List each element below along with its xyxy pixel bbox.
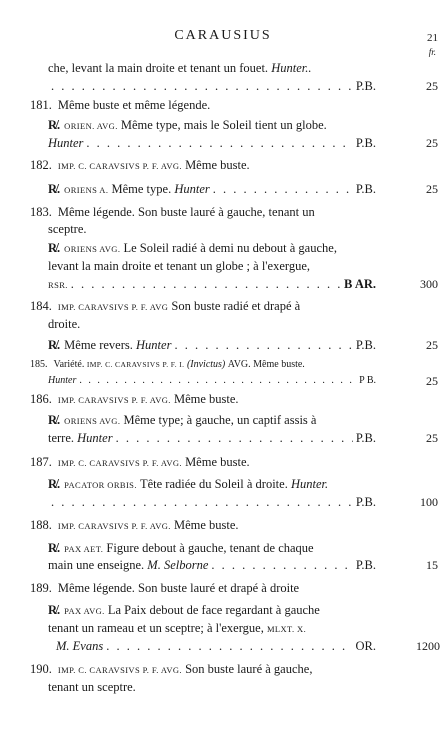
line-text: Tête radiée du Soleil à droite. <box>139 477 288 491</box>
reverse-line <box>48 540 314 557</box>
legend-text: PAX AVG. <box>64 606 105 616</box>
legend-text: ORIENS AVG. <box>64 244 121 254</box>
reverse-symbol: R̸. <box>48 541 61 555</box>
rarity-value: 25 <box>426 374 438 388</box>
metal-size: B AR. <box>344 277 376 291</box>
legend-text: IMP. C. CARAVSIVS P. F. AVG. <box>57 458 182 468</box>
leader-dots <box>71 276 341 292</box>
collection-name: Hunter.. <box>271 61 312 75</box>
text-line <box>48 276 376 293</box>
leader-dots <box>116 430 353 446</box>
legend-expansion: (Invictus) <box>186 359 226 370</box>
reverse-line <box>48 337 376 353</box>
line-text: Figure debout à gauche, tenant de chaque <box>106 541 314 555</box>
metal-size: P.B. <box>355 495 376 509</box>
entry-number: 184. <box>30 299 52 313</box>
legend-text: ORIENS A. <box>64 185 109 195</box>
line-text: Même buste. <box>173 392 239 406</box>
line-text: Même type; à gauche, un captif assis à <box>123 413 317 427</box>
page-number: 21 <box>427 32 438 44</box>
line-text: Même légende. Son buste lauré et drapé à droite <box>57 581 300 595</box>
text-line <box>48 430 376 446</box>
rarity-value: 15 <box>426 558 438 572</box>
leader-dots <box>79 373 356 389</box>
line-text: Même revers. <box>64 338 133 352</box>
line-text: Son buste radié et drapé à <box>171 299 301 313</box>
reverse-line <box>48 412 316 429</box>
page-title: CARAUSIUS <box>174 28 272 43</box>
metal-size: P.B. <box>355 431 376 445</box>
entry-heading <box>30 298 300 315</box>
line-text: terre. <box>48 431 75 445</box>
line-text: Même buste. <box>173 518 239 532</box>
entry-number: 186. <box>30 392 52 406</box>
entry-heading <box>30 517 239 534</box>
line-text: Le Soleil radié à demi nu debout à gauche, <box>123 241 337 255</box>
rarity-value: 25 <box>426 79 438 93</box>
leader-dots <box>213 181 353 197</box>
entry-number: 183. <box>30 205 52 219</box>
entry-heading <box>30 204 315 220</box>
legend-text: RSR. <box>48 280 68 290</box>
line-text: tenant un sceptre. <box>48 680 136 694</box>
metal-size: P B. <box>359 375 376 386</box>
reverse-line <box>48 181 376 198</box>
line-text: main une enseigne. <box>48 558 145 572</box>
text-line <box>48 494 376 510</box>
text-line <box>48 620 306 637</box>
line-text: Même type, mais le Soleil tient un globe. <box>120 118 327 132</box>
entry-heading <box>30 454 250 471</box>
reverse-symbol: R̸. <box>48 241 61 255</box>
entry-number: 185. <box>30 359 48 370</box>
entry-heading <box>30 580 299 596</box>
rarity-value: 300 <box>420 277 438 291</box>
entry-heading <box>30 661 312 678</box>
page-currency-note: fr. <box>428 47 436 57</box>
entry-number: 189. <box>30 581 52 595</box>
line-text: levant la main droite et tenant un globe ; à l'exergue, <box>48 259 310 273</box>
metal-size: P.B. <box>355 558 376 572</box>
line-text: che, levant la main droite et tenant un fouet. <box>48 61 269 75</box>
legend-text: PAX AET. <box>64 544 104 554</box>
entry-heading <box>30 97 210 113</box>
reverse-line <box>48 240 337 257</box>
metal-size: OR. <box>355 639 376 653</box>
legend-text: IMP. CARAVSIVS P. F. AVG <box>57 302 169 312</box>
entry-heading <box>30 357 305 373</box>
line-text: Même buste. <box>185 455 250 469</box>
entry-heading <box>30 391 239 408</box>
reverse-symbol: R̸. <box>48 338 61 352</box>
line-text: La Paix debout de face regardant à gauche <box>107 603 320 617</box>
line-text: AVG. Même buste. <box>227 359 305 370</box>
line-text: Même buste. <box>185 158 250 172</box>
leader-dots <box>174 337 352 353</box>
rarity-value: 25 <box>426 182 438 196</box>
reverse-symbol: R̸. <box>48 413 61 427</box>
collection-name: Hunter <box>48 136 84 150</box>
leader-dots <box>51 78 353 94</box>
entry-number: 190. <box>30 662 52 676</box>
line-text: sceptre. <box>48 222 87 236</box>
collection-name: Hunter <box>48 375 77 386</box>
metal-size: P.B. <box>355 136 376 150</box>
legend-text: IMP. C. CARAVSIVS P. F. AVG. <box>57 665 182 675</box>
leader-dots <box>211 557 352 573</box>
leader-dots <box>86 135 352 151</box>
rarity-value: 25 <box>426 431 438 445</box>
collection-name: Hunter <box>174 182 210 196</box>
entry-number: 182. <box>30 158 52 172</box>
rarity-value: 100 <box>420 495 438 509</box>
text-line <box>48 60 418 76</box>
collection-name: M. Evans <box>56 639 104 653</box>
line-text: Son buste lauré à gauche, <box>185 662 313 676</box>
legend-text: ORIENS AVG. <box>64 416 121 426</box>
entry-number: 187. <box>30 455 52 469</box>
legend-text: ORIEN. AVG. <box>64 121 118 131</box>
text-line <box>48 135 376 151</box>
text-line <box>48 557 376 573</box>
entry-number: 188. <box>30 518 52 532</box>
reverse-symbol: R̸. <box>48 477 61 491</box>
metal-size: P.B. <box>355 182 376 196</box>
rarity-value: 1200 <box>416 639 440 653</box>
leader-dots <box>51 494 353 510</box>
reverse-symbol: R̸. <box>48 603 61 617</box>
legend-text: IMP. C. CARAVSIVS P. F. I. <box>86 360 185 369</box>
text-line <box>48 221 87 237</box>
line-text: Même buste et même légende. <box>57 98 211 112</box>
text-line <box>48 373 376 389</box>
collection-name: M. Selborne <box>147 558 209 572</box>
reverse-line <box>48 602 320 619</box>
reverse-line <box>48 117 327 134</box>
entry-number: 181. <box>30 98 52 112</box>
line-text: tenant un rameau et un sceptre; à l'exergue, <box>48 621 264 635</box>
text-line <box>48 258 310 274</box>
metal-size: P.B. <box>355 338 376 352</box>
legend-text: IMP. CARAVSIVS P. F. AVG. <box>57 521 171 531</box>
legend-text: MLXT. X. <box>266 624 307 634</box>
collection-name: Hunter <box>136 338 172 352</box>
collection-name: Hunter. <box>290 477 329 491</box>
metal-size: P.B. <box>355 79 376 93</box>
leader-dots <box>106 638 352 654</box>
legend-text: PACATOR ORBIS. <box>64 480 137 490</box>
text-line <box>56 638 376 654</box>
line-text: Même type. <box>111 182 172 196</box>
line-text: droite. <box>48 317 81 331</box>
line-text: Variété. <box>53 359 85 370</box>
line-text: Même légende. Son buste lauré à gauche, tenant un <box>57 205 315 219</box>
rarity-value: 25 <box>426 338 438 352</box>
reverse-line <box>48 476 328 493</box>
legend-text: IMP. C. CARAVSIVS P. F. AVG. <box>57 161 182 171</box>
reverse-symbol: R̸. <box>48 182 61 196</box>
reverse-symbol: R̸. <box>48 118 61 132</box>
legend-text: IMP. CARAVSIVS P. F. AVG. <box>57 395 171 405</box>
text-line <box>48 679 136 695</box>
text-line <box>48 78 376 94</box>
collection-name: Hunter <box>77 431 113 445</box>
entry-heading <box>30 157 250 174</box>
rarity-value: 25 <box>426 136 438 150</box>
text-line <box>48 316 80 332</box>
